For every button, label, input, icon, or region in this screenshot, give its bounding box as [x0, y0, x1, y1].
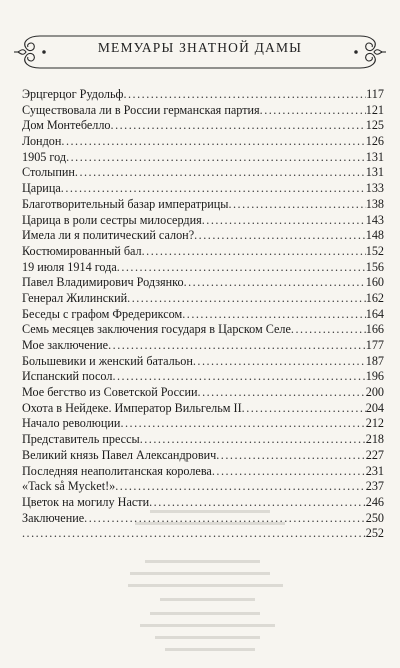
- dot-leader: [184, 275, 366, 291]
- dot-leader: [108, 338, 366, 354]
- toc-entry: [22, 432, 384, 448]
- toc-entry-title: Эрцгерцог Рудольф: [22, 87, 124, 101]
- toc-entry: [22, 87, 384, 103]
- toc-entry-title: Заключение: [22, 510, 85, 525]
- dot-leader: [149, 495, 366, 511]
- toc-entry: [22, 134, 384, 150]
- toc-entry: [22, 322, 384, 338]
- dot-leader: [61, 181, 366, 197]
- dot-leader: [127, 291, 366, 307]
- dot-leader: [22, 526, 366, 542]
- toc-entry-page: 162: [365, 290, 384, 305]
- toc-entry-title: Цветок на могилу Насти: [22, 494, 150, 509]
- toc-entry: [22, 197, 384, 213]
- toc-entry-title: Последняя неаполитанская королева: [22, 463, 212, 478]
- toc-entry-title: Имела ли я политический салон?: [22, 228, 195, 243]
- toc-entry-page: 148: [365, 228, 384, 243]
- toc-entry: [22, 385, 384, 401]
- dot-leader: [193, 354, 366, 370]
- toc-entry-page: 131: [365, 149, 384, 164]
- toc-entry-title: Павел Владимирович Родзянко: [22, 275, 184, 290]
- toc-entry-page: 164: [365, 306, 384, 321]
- toc-entry: [22, 495, 384, 511]
- dot-leader: [140, 432, 366, 448]
- dot-leader: [66, 150, 366, 166]
- toc-entry: [22, 118, 384, 134]
- toc-entry: [22, 401, 384, 417]
- toc-entry-title: 1905 год: [22, 149, 67, 164]
- toc-entry: [22, 150, 384, 166]
- toc-entry-title: Благотворительный базар императрицы: [22, 196, 229, 211]
- dot-leader: [142, 244, 366, 260]
- toc-entry-title: Дом Монтебелло: [22, 118, 111, 133]
- toc-entry-page: 237: [365, 479, 384, 494]
- toc-entry-page: 143: [365, 212, 384, 227]
- toc-entry-page: 231: [365, 463, 384, 478]
- dot-leader: [61, 134, 365, 150]
- toc-entry: [22, 307, 384, 323]
- dot-leader: [242, 401, 366, 417]
- toc-entry: [22, 275, 384, 291]
- toc-entry: [22, 526, 384, 542]
- dot-leader: [228, 197, 365, 213]
- dot-leader: [112, 369, 365, 385]
- dot-leader: [260, 103, 366, 119]
- toc-entry-title: «Tack så Mycket!»: [22, 479, 116, 494]
- toc-entry-title: Лондон: [22, 134, 62, 149]
- toc-entry-title: Костюмированный бал: [22, 243, 142, 258]
- toc-entry-page: 125: [365, 118, 384, 133]
- toc-entry-title: Генерал Жилинский: [22, 290, 128, 305]
- dot-leader: [212, 464, 366, 480]
- toc-entry: [22, 244, 384, 260]
- toc-entry-page: 246: [365, 494, 384, 509]
- toc-entry-page: 156: [365, 259, 384, 274]
- toc-entry-title: Царица в роли сестры милосердия: [22, 212, 202, 227]
- toc-entry-title: Охота в Нейдеке. Император Вильгельм II: [22, 400, 242, 415]
- toc-entry: [22, 479, 384, 495]
- toc-entry-title: Семь месяцев заключения государя в Царском Селе: [22, 322, 291, 337]
- toc-entry: [22, 354, 384, 370]
- toc-entry-title: Начало революции: [22, 416, 121, 431]
- toc-entry-title: 19 июля 1914 года: [22, 259, 117, 274]
- toc-entry: [22, 165, 384, 181]
- toc-entry-title: Столыпин: [22, 165, 75, 180]
- toc-entry-title: Существовала ли в России германская партия: [22, 102, 260, 117]
- toc-entry-page: 138: [365, 196, 384, 211]
- toc-entry: [22, 228, 384, 244]
- dot-leader: [117, 260, 366, 276]
- dot-leader: [123, 87, 366, 103]
- toc-entry-page: 227: [365, 447, 384, 462]
- toc-entry-page: 152: [365, 243, 384, 258]
- toc-entry-title: Беседы с графом Фредериксом: [22, 306, 183, 321]
- toc-entry: [22, 338, 384, 354]
- dot-leader: [111, 118, 366, 134]
- toc-entry-title: Царица: [22, 181, 61, 196]
- toc-entry-page: 187: [365, 353, 384, 368]
- dot-leader: [198, 385, 366, 401]
- book-title: МЕМУАРЫ ЗНАТНОЙ ДАМЫ: [97, 40, 303, 55]
- toc-entry-page: 177: [365, 338, 384, 352]
- dot-leader: [291, 322, 366, 338]
- toc-entry-title: Представитель прессы: [22, 432, 140, 447]
- toc-entry: [22, 464, 384, 480]
- toc-entry-page: 166: [365, 322, 384, 337]
- dot-leader: [120, 416, 365, 432]
- dot-leader: [182, 307, 365, 323]
- toc-entry-page: 117: [366, 87, 384, 101]
- toc-entry: [22, 213, 384, 229]
- dot-leader: [75, 165, 366, 181]
- toc-entry-page: 131: [365, 165, 384, 180]
- toc-entry-page: 204: [365, 400, 384, 415]
- toc-entry: [22, 448, 384, 464]
- toc-entry: [22, 260, 384, 276]
- dot-leader: [202, 213, 366, 229]
- toc-entry: [22, 369, 384, 385]
- toc-entry-page: 250: [365, 510, 384, 525]
- toc-entry-page: 126: [365, 134, 384, 149]
- table-of-contents: [22, 87, 384, 542]
- toc-entry-page: 160: [365, 275, 384, 290]
- toc-entry: [22, 103, 384, 119]
- dot-leader: [115, 479, 365, 495]
- toc-entry-page: 200: [365, 385, 384, 400]
- toc-entry: [22, 181, 384, 197]
- toc-entry-title: Великий князь Павел Александрович: [22, 447, 217, 462]
- toc-entry-title: Большевики и женский батальон: [22, 353, 193, 368]
- toc-entry-page: 196: [365, 369, 384, 384]
- toc-entry-page: 218: [365, 432, 384, 447]
- dot-leader: [194, 228, 366, 244]
- toc-entry-page: 252: [365, 526, 384, 541]
- toc-entry-page: 121: [365, 102, 384, 117]
- toc-entry: [22, 511, 384, 527]
- toc-entry: [22, 416, 384, 432]
- toc-entry-title: Испанский посол: [22, 369, 113, 384]
- toc-entry-title: Мое заключение: [22, 338, 109, 352]
- toc-entry: [22, 291, 384, 307]
- dot-leader: [216, 448, 365, 464]
- dot-leader: [84, 511, 366, 527]
- toc-entry-page: 212: [365, 416, 384, 431]
- running-header: [14, 28, 386, 78]
- toc-entry-page: 133: [365, 181, 384, 196]
- toc-entry-title: Мое бегство из Советской России: [22, 385, 198, 400]
